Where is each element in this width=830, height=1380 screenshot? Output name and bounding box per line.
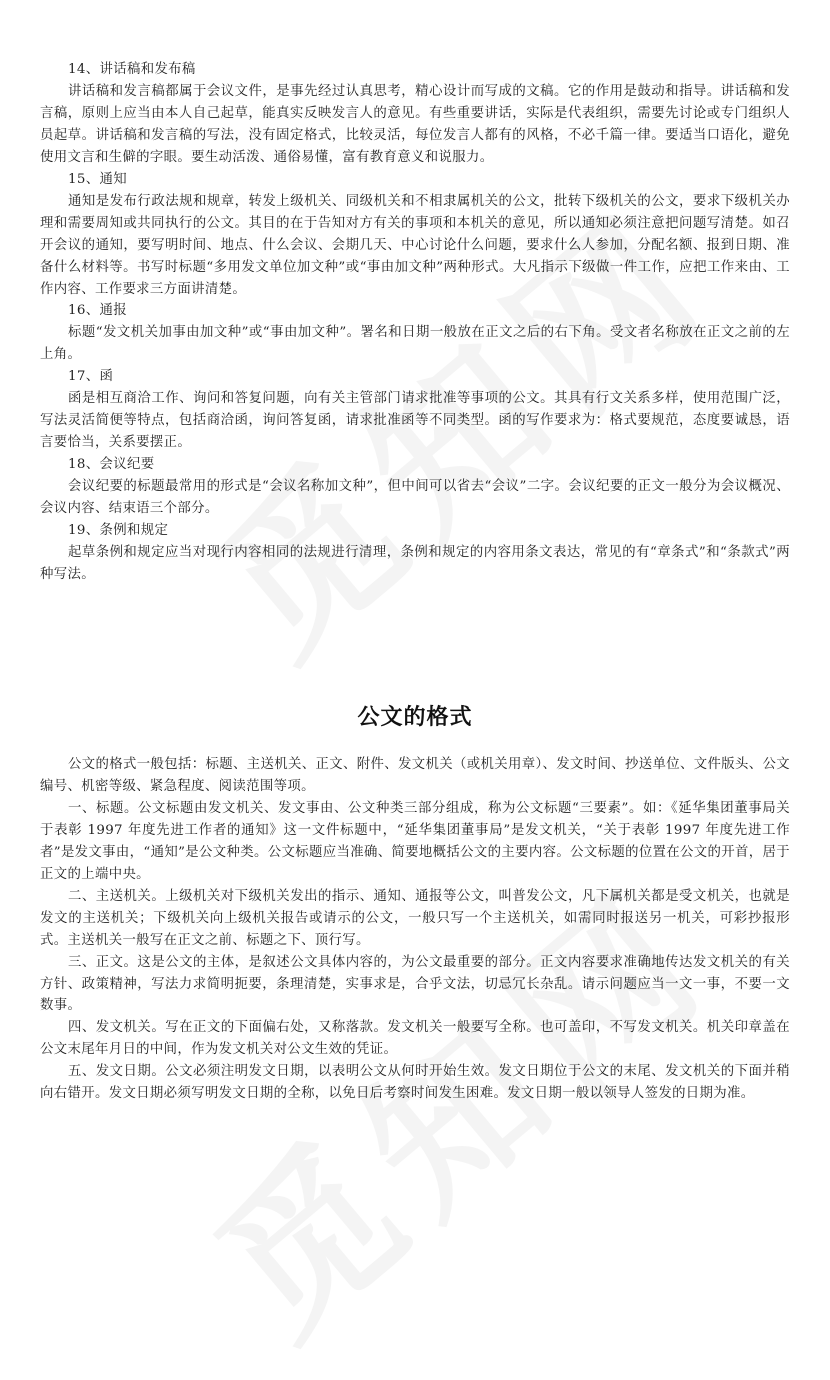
paragraph-format-date: 五、发文日期。公文必须注明发文日期，以表明公文从何时开始生效。发文日期位于公文的末尾、发文机关的下面并稍向右错开。发文日期必须写明发文日期的全称，以免日后考察时间发生困难。发文日期一般以领导人签发的日期为准。 bbox=[40, 1064, 790, 1102]
paragraph-format-issuer: 四、发文机关。写在正文的下面偏右处，又称落款。发文机关一般要写全称。也可盖印，不写发文机关。机关印章盖在公文末尾年月日的中间，作为发文机关对公文生效的凭证。 bbox=[40, 1020, 790, 1058]
paragraph-15: 通知是发布行政法规和规章，转发上级机关、同级机关和不相隶属机关的公文，批转下级机关的公文，要求下级机关办理和需要周知或共同执行的公文。其目的在于告知对方有关的事项和本机关的意见，所以通知必须注意把问题写清楚。如召开会议的通知，要写明时间、地点、什么会议、会期几天、中心讨论什么问题，要求什么人参加，分配名额、报到日期、准备什么材料等。书写时标题“多用发文单位加文种”或“事由加文种”两种形式。大凡指示下级做一件工作，应把工作来由、工作内容、工作要求三方面讲清楚。 bbox=[40, 193, 790, 297]
paragraph-format-intro: 公文的格式一般包括：标题、主送机关、正文、附件、发文机关（或机关用章）、发文时间、抄送单位、文件版头、公文编号、机密等级、紧急程度、阅读范围等项。 bbox=[40, 757, 790, 794]
section-title: 公文的格式 bbox=[357, 705, 473, 730]
section-document-format bbox=[40, 754, 790, 1105]
heading-16: 16、通报 bbox=[68, 303, 127, 319]
paragraph-19: 起草条例和规定应当对现行内容相同的法规进行清理，条例和规定的内容用条文表达，常见的有“章条式”和“条款式”两种写法。 bbox=[40, 544, 790, 582]
paragraph-18: 会议纪要的标题最常用的形式是“会议名称加文种”，但中间可以省去“会议”二字。会议纪要的正文一般分为会议概况、会议内容、结束语三个部分。 bbox=[40, 479, 790, 517]
section-document-types bbox=[40, 59, 790, 586]
heading-15: 15、通知 bbox=[68, 171, 127, 187]
paragraph-format-recipient: 二、主送机关。上级机关对下级机关发出的指示、通知、通报等公文，叫普发公文，凡下属机关都是受文机关，也就是发文的主送机关；下级机关向上级机关报告或请示的公文，一般只写一个主送机关，如需同时报送另一机关，可彩抄报形式。主送机关一般写在正文之前、标题之下、顶行写。 bbox=[40, 888, 790, 948]
heading-18: 18、会议纪要 bbox=[68, 457, 155, 473]
paragraph-16: 标题“发文机关加事由加文种”或“事由加文种”。署名和日期一般放在正文之后的右下角。受文者名称放在正文之前的左上角。 bbox=[40, 325, 790, 363]
heading-17: 17、函 bbox=[68, 369, 114, 385]
paragraph-format-title: 一、标题。公文标题由发文机关、发文事由、公文种类三部分组成，称为公文标题“三要素”。如：《延华集团董事局关于表彰 1997 年度先进工作者的通知》这一文件标题中，“延华集团董事局”是发文机关，“关于表彰 1997 年度先进工作者”是发文事由，“通知”是公文种类。公文标题应当准确、简要地概括公文的主要内容。公文标题的位置在公文的开首，居于正文的上端中央。 bbox=[40, 800, 790, 882]
paragraph-format-body: 三、正文。这是公文的主体，是叙述公文具体内容的，为公文最重要的部分。正文内容要求准确地传达发文机关的有关方针、政策精神，写法力求简明扼要，条理清楚，实事求是，合乎文法，切忌冗长杂乱。请示问题应当一文一事，不要一文数事。 bbox=[40, 954, 790, 1014]
heading-19: 19、条例和规定 bbox=[68, 523, 169, 539]
paragraph-17: 函是相互商洽工作、询问和答复问题，向有关主管部门请求批准等事项的公文。其具有行文关系多样，使用范围广泛，写法灵活简便等特点，包括商洽函，询问答复函，请求批准函等不同类型。函的写作要求为：格式要规范，态度要诚恳，语言要恰当，关系要摆正。 bbox=[40, 391, 790, 451]
paragraph-14: 讲话稿和发言稿都属于会议文件，是事先经过认真思考，精心设计而写成的文稿。它的作用是鼓动和指导。讲话稿和发言稿，原则上应当由本人自己起草，能真实反映发言人的意见。有些重要讲话，实际是代表组织，需要先讨论或专门组织人员起草。讲话稿和发言稿的写法，没有固定格式，比较灵活，每位发言人都有的风格，不必千篇一律。要适当口语化，避免使用文言和生僻的字眼。要生动活泼、通俗易懂，富有教育意义和说服力。 bbox=[40, 83, 790, 165]
heading-14: 14、讲话稿和发布稿 bbox=[68, 62, 196, 77]
